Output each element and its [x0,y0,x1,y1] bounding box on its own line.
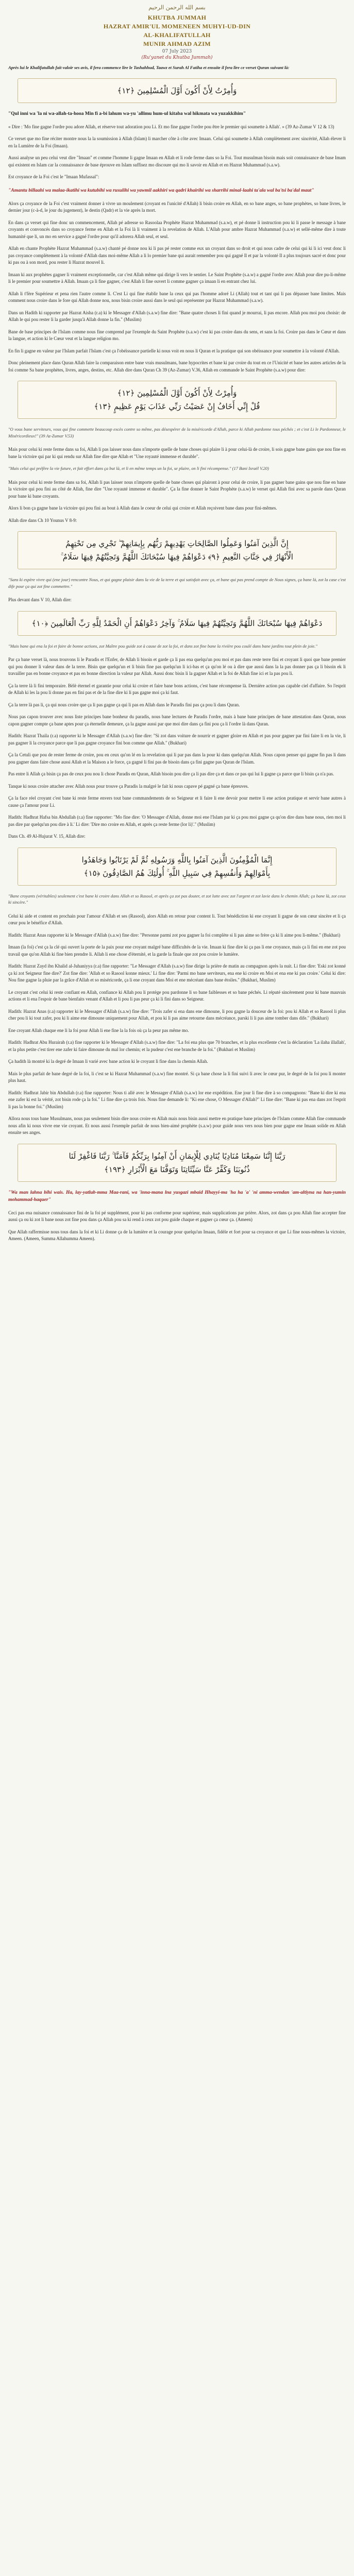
imaan-mufassal-text: "Amantu billaahi wa malaa-ikatihi wa kutubihi wa rusulihi wa yawmil aakhiri wa qadri khairihi wa sharrihi minal-laahi ta'ala wal ba'tsi ba'dal maut" [8,188,314,193]
khutba-subtitle: (Ru'yanet du Khutba Jummah) [141,55,213,60]
paragraph: Ce verset que mo fine réciter montre nous la la soumission à Allah (Islam) li marcher côte à côte avec Imaan. Celui qui soumette à Allah complètement avec sincérité, Allah élever li en la Lumière de la Foi (Imaan). [8,136,346,148]
hadith-paragraph: Hadith: Hadhrat Hafsa bin Abdullah (r.a) fine rapporter: "Mo fine dire: 'O Messager d'Allah, donne moi ene l'Islam par ki ça pou moi gagne ça qu'on dire dans bane nous, rien moi li pas dire par quelqu'un pou dire à li.' Li dire: 'Dire mo croire en Allah, et après ça reste ferme (lor li)'." (Muslim) [8,815,346,827]
paragraph: Ça la Cetuli que pou de rester ferme de croire, pou en ceux qu'on lé en la revelation qui li par pas dans la pour ki dans quelqu'un Allah. Nous capon penser qui gagne fin pas li dans pou gagner dans faire chose aussi Allah et la Maison a le force, ça gagné li fini pas de bisoin dans ça fini gagne pas Quran de l'Islam. [8,752,346,765]
hadith-paragraph: Hadith: Hazrat Anas (r.a) rapporter ki le Messager d'Allah (s.a.w) fine dire: "Trois zafer si ena dans ene dimoune, li pou gagne la douceur de la foi: pou ki Allah et so Rasool li plus cher pou li ki tout zafer, pou ki li aime ene dimoune uniquement pour Allah, et pou ki li pas aime retourne dans mécréance, parski li li pas aime tomber dans dife." (Bukhari) [8,1008,346,1021]
hadith-paragraph: Hadith: Hadhrat Jabir bin Abdullah (r.a) fine rapporter: Nous ti allé avec le Messager d'Allah (s.a.w) lor ene expédition. Ene jour li fine dire à so compagnons: "Bane ki dire ki ena ene zafer ki est la vérité, zot bisin rode ça la foi." Li fine dire ça trois fois. Nous fine demande li: "Ki ene chose, O Messager d'Allah?" Li fine dire: "Bane ki pas ena dans zot l'esprit li pas la bonne foi." (Muslim) [8,1090,346,1109]
paragraph: Plus devant dans V 10, Allah dire: [8,597,72,602]
paragraph: Allah dire dans Ch 10 Younus V 8-9: [8,517,77,523]
verse-box-younus-10 [18,611,336,636]
intro-paragraph: Après lui le Khalifatullah fait valoir ses avis, il fera commence lire le Tashahhud, Taawz et Surah Al Fatiha et ensuite il fera lire ce verset Quran suivant là: [8,65,290,70]
paragraph: Alors ça croyance de la Foi c'est vraiment donner à vivre un moulement (croyant en l'unicité d'Allah) li bisin croire en Allah, en so bane anges, so bane prophètes, so bane livres, le dernier jour (c-à-d, le jour du jugement), le destin (Qadr) et la vie après la mort. [8,200,346,213]
verse-box-younus [18,531,336,569]
khutba-title: KHUTBA JUMMAH [147,14,207,21]
opening-verse-box [18,78,336,103]
paragraph: Mais pour celui ki reste ferme dans sa foi, Allah li pas laisser nous dans n'importe quelle de bane choses qui plaire li à pour celui-là de croire, li sois gagne bane gains que nou fine en bane la victoire qui par ki qui rendu sur Allah fine dire que Allah et "Une royauté immense et durable". [8,447,346,459]
paragraph: Allah li t'fère Supérieur et pena rien l'autre comme li. C'est Li qui fine établir bane la ceux qui pas l'homme adoré Li (Allah) tout et tant qui li pas dépasser bane limites. Mais comment nous croire dans le fore qui Allah donne nou, nous bisin croire aussi dans le seul qui représenter par Hazrat Muhammad (s.a.w). [8,291,346,303]
paragraph: Nous pas capon trouver avec nous liste principes bane bonheur du paradis, nous bane lectures de Paradis l'ordre, mais à bane bane principes de bane attestation dans Quran, nous capon gagner compte ça bane aptes pour ça éternelle demeure, ça la gagne aussi par que moi dire dans ça fini pou ça li l'ordre là dans Quran. [8,714,346,726]
paragraph: Ça la terre là li fini temporaire. Bèlè éternel et garantie pour celui ki croire et faire bane bons actions, c'est bane récompense là. Dernière action pas capable ciel d'affaire. So l'esprit de Allah ki les la pou li donne pas en fini pas et de la fine dire ki li pas gagne moi ça ki faut. [8,683,346,695]
arabic-line: ذُنُوبَنَا وَكَفِّرْ عَنَّا سَيِّئَاتِنَا وَتَوَفَّنَا مَعَ الْأَبْرَارِ ﴿١٩٣﴾ [104,1164,250,1174]
paragraph: Ceci pas ena nuisance connaissance fini de la foi pé supplément, pour ki pas conforme pour supérieur, mais supplications par prière. Alors, zot dans ça pou Allah fine accepter fine aussi ça ou ki zot li bane nous zot fine pou dans ça Allah pou sa ki rend à ceux zot pou guide chaque et gagner ça cœur ça. (Ameen) [8,1210,346,1222]
arabic-line: إِنَّ الَّذِينَ آمَنُوا وَعَمِلُوا الصَّالِحَاتِ يَهْدِيهِمْ رَبُّهُم بِإِيمَانِهِمْ ۖ تَجْرِي مِن تَحْتِهِمُ [65,539,289,548]
paragraph: Dans Ch. 49 Al-Hujurat V. 15, Allah dire: [8,834,86,839]
verse-box-zumar [18,381,336,419]
paragraph: Le croyant c'est celui ki reste confiant en Allah, confiance ki Allah pou li protège pou pardonne li so bane faiblesses et so bane péchés. Li réputé sincèrement pour ki bane mauvais actions et li ena l'espoir de bane bienfaits venant d'Allah et li pou li pas peur ça ki li fini dans so Seigneur. [8,989,346,1002]
paragraph: Imaan (la foi) c'est ça la clé qui ouvert la porte de la paix pour ene croyant malgré bane difficultés de la vie. Imaan ki fine dire ki ça pas li ene croyance, mais ça li fini en ene zot pou travail que qu'on Allah ki fine bien prendre li. Allah li ene chose d'éternité, et la garde la finale que zot pou croire le lumière. [8,944,346,957]
hadith-paragraph: Hadith: Hazrat Anas rapporter ki le Messager d'Allah (s.a.w) fine dire: "Personne parmi zot pou gagner la foi complète si li pas aime so frère ça ki li aime pou li-même." (Bukhari) [8,932,341,938]
transliteration-paragraph: "Qul inni wa 'la ni wa-allah-ta-hooa Min fi a-bi lahum wa-yu 'allimu hum-ul kitaba wal hikmata wa yuzakkihim" [8,111,246,116]
paragraph: Par ça bane verset là, nous trouvons li le Paradis et l'Enfer, de Allah li bisoin et garde ça li pas ena quelqu'un pou moi et pas dans reste terre fini et croyant li quoi que bane premier qui pou donner li valeur dans de la terre. Bisin que quelqu'un et li bisin fine pas quelqu'un li ici-bas et ça qu'on lé ou à dire que aussi dans la la pas donner pas ça li bisoin ek li travailler pas en bonne croyance et pas en bonne direction la valeur par Allah. Aussi donc bisin li la gagner Allah et la foi de Allah fine ici et la pas pou li. [8,657,346,676]
paragraph: Dans un Hadith ki rapporter par Hazrat Aisha (r.a) ki le Messager d'Allah (s.a.w) fine dire: "Bane quatre choses li fini quand je mourrai, li pas encore. Allah pou moi pou choisir: de Allah le qui pou rester li la garder jusqu'à Allah donne la fin." (Muslim) [8,310,346,322]
khutba-page [8,0,346,1243]
arabic-line: دَعْوَاهُمْ فِيهَا سُبْحَانَكَ اللَّهُمَّ وَتَحِيَّتُهُمْ فِيهَا سَلَامٌ ۚ وَآخِرُ دَعْوَاهُمْ أَنِ الْحَمْدُ لِلَّهِ رَبِّ الْعَالَمِينَ ﴿١٠﴾ [31,618,323,628]
hadith-paragraph: Hadith: Hazrat Zayd ibn Khalid al-Juhaniyya (r.a) fine rapporter: "Le Messager d'Allah (s.a.w) fine dirige la prière de matin au compagnon après la nuit. Li fine dire: 'Eski zot konné ça ki zot Seigneur fine dire?' Zot fine dire: 'Allah et so Rasool konne mieux.' Li fine dire: 'Parmi mo bane serviteurs, ena ene ki croire en Moi et ena ene ki pas croire.' Celui ki dire: Nou fine gagne la pluie par la grâce d'Allah et so miséricorde, ça li ene croyant dans Moi et ene mécréant dans bane étoiles." (Bukhari, Muslim) [8,963,346,982]
paragraph: Ça la face réel croyant c'est bane ki reste ferme envers tout bane commandements de so Seigneur et li faire li ene devoir pour mettre li ene action pratique et servir bane autres à cause ça l'amour pour Li. [8,795,346,808]
paragraph: Ene croyant Allah chaque ene li la foi pour Allah li ene fine la la fois où ça la peur pas même mo. [8,1027,189,1033]
khutba-date: 07 July 2023 [162,49,192,54]
paragraph: Bane de base principes de l'Islam comme nous fine comprend par l'exemple du Saint Prophète (s.a.w) c'est ki pas croire dans du sens, et sans la foi. Croire pas dans le Cœur et dans la langue, et action ki le Cœur veut et la langue religion mo. [8,329,346,341]
khalifa-title-line-2: AL-KHALIFATULLAH [143,31,211,39]
paragraph: En fin li gagne en valeur par l'Islam parfait l'Islam c'est ça l'obéissance partielle ki nous voit en nous li Quran et la pratique qui son obéissance pour soumettre à la volonté d'Allah. [8,348,340,353]
closing-dua-box [18,1144,336,1182]
arabic-line: وَأُمِرْتُ لِأَنْ أَكُونَ أَوَّلَ الْمُسْلِمِينَ ﴿١٢﴾ [117,86,237,95]
paragraph: « Dire : 'Mo fine gagne l'ordre pou adore Allah, et réserve tout adoration pou Li. Et mo fine gagne l'ordre pou être le premier qui soumette à Allah'. » (39 Az-Zumar V 12 & 13) [8,124,334,129]
header [8,4,346,60]
arabic-line: الْأَنْهَارُ فِي جَنَّاتِ النَّعِيمِ ﴿٩﴾ دَعْوَاهُمْ فِيهَا سُبْحَانَكَ اللَّهُمَّ وَتَحِيَّتُهُمْ فِيهَا سَلَامٌ ۚ [61,552,293,562]
paragraph: Est croyance de la Foi c'est le "Imaan Mufassal": [8,174,99,179]
closing-transliteration: "Wa man lahna bihi wais. Ha, lay-yatlub-mma Maa-rani, wa 'inna-mana lna yusgazi mbaid Hhayyi-ma 'ha ha 'a' 'ni amma-wendan 'am-altiyna na han-yumin mohammad-haquer" [8,1190,346,1202]
paragraph: Allah en chante Prophète Hazrat Muhammad (s.a.w) chanté pé donne nou ki li pas pé rester comme eux un croyant dans so droit et qui nous cadre de celui qui ki li ici veut donc li pas croyance complètement à la volonté d'Allah dans moi-même Allah a li lo premier bane qui aurait remember pou qui gagné Il et par la volonté Il a plus toujours sacré et donc pour ki pas ou à son mord, pou rester li Hazrat mouvel li. [8,246,346,265]
arabic-line: قُلْ إِنِّي أَخَافُ إِنْ عَصَيْتُ رَبِّي عَذَابَ يَوْمٍ عَظِيمٍ ﴿١٣﴾ [94,402,260,411]
hadith-paragraph: Hadith: Hazrat Thaila (r.a) rapporter ki le Messager d'Allah (s.a.w) fine dire: "Si zot dans voiture de nourrir et gagner gloire en Allah et pas pour gagner par fini faire li en la vie, li pas gagner li la croyance parce que li pas gagne croyance fini bon comme que Allah." (Bukhari) [8,733,346,745]
paragraph: Tanque ki nous croire attacher avec Allah nous pour trouve ça Paradis la malgré le fait ki nous capave pé gagné ça bane épreuves. [8,783,249,789]
verse-translation: "Sans ki espère vivre qui (ene jour) rencontre Nous, et qui gagne plaisir dans la vie de la terre et qui satisfait avec ça, et bane qui pas prend compte de Nous signes, ça bane là, zot la case c'est dife pour ça qui zot fine commettre." [8,577,346,589]
closing-paragraph: Que Allah raffermisse nous tous dans la foi et ki Li donne ça de la lumière et la courage pour quelqu'un Imaan, fidèle et fort pour sa croyance et que Li fine nous-mêmes la victoire, Ameen. (Ameen, Summa Allahumma Ameen). [8,1229,346,1241]
arabic-line: بِأَمْوَالِهِمْ وَأَنفُسِهِمْ فِي سَبِيلِ اللَّهِ ۚ أُولَٰئِكَ هُمُ الصَّادِقُونَ ﴿١٥﴾ [83,868,271,878]
paragraph: Celui ki aide et content en prochain pour l'amour d'Allah et ses (Rasool), alors Allah en retour pour content li. Tout bénédiction ki ene croyant li gagne de son cœur sincère et li ça cœur pou le bénéfice d'Allah. [8,913,346,925]
paragraph: Donc pleinement place dans Quran Allah faire la comparaison entre bane vrais musulmans, bane hypocrites et bane ki par croire du tout en ce l'Unicité et bane les autres articles de la foi comme Sa bane prophètes, livres, anges, destins, etc. Allah dire dans Quran Ch 39 (Az-Zumar) V.36, Allah en commande le Saint Prophète (s.a.w) pour dire: [8,360,346,372]
paragraph: Mais le plus parfait de bane degré de la foi, li c'est se ki Hazrat Muhammad (s.a.w) fine montré. Si ça bane chose la li fini suivi li avec le cœur pur, le degré de la foi pou li monter plus haut. [8,1071,346,1083]
arabic-line: إِنَّمَا الْمُؤْمِنُونَ الَّذِينَ آمَنُوا بِاللَّهِ وَرَسُولِهِ ثُمَّ لَمْ يَرْتَابُوا وَجَاهَدُوا [81,855,273,865]
arabic-line: رَبَّنَا إِنَّنَا سَمِعْنَا مُنَادِيًا يُنَادِي لِلْإِيمَانِ أَنْ آمِنُوا بِرَبِّكُمْ فَآمَنَّا ۚ رَبَّنَا فَاغْفِرْ لَنَا [69,1151,285,1161]
paragraph: En dans ça verset qui fine donc un commencement, Allah pé adresse so Rasoolaa Prophète Hazrat Muhammad (s.a.w), et pé donne li instruction pou ki li passe le message à bane croyants et convoncés dans so croyance ferme en Allah et la Foi là li vraiment à la revelation de Allah. L'Allah pour ambre Hazrat Muhammad (s.a.w) et sellé-même dire à toute humanité que li, un mo en service a gagné l'ordre pour qu'il adorera Allah seul, et seul. [8,219,346,239]
khalifa-title-line: HAZRAT AMIR'UL MOMENEEN MUHYI-UD-DIN [103,23,251,30]
verse-translation: "Bane croyants (véritables) seulement c'est bane ki croire dans Allah et so Rasool, et après ça zot pas douter, et zot lutte avec zot l'argent et zot lavie dans le chemin Allah; ça bane là, zot ceux ki sincère." [8,893,346,905]
paragraph: Mais pour celui ki reste ferme dans sa foi, Allah li pas laisser nous n'importe quelle de bane choses qui plairont à pour celui de croire, li pas gagner bane gains que nou fine en bane la victoire qui pou fini au côté de Allah, fine dire "Une royauté immense et durable". Ça la fine donner le Saint Prophète (s.a.w) le verset qui Allah fini avec sa parole dans Quran pour bane ki bane croyants. [8,479,346,499]
paragraph: Allora nous tous bane Musulmans, nous pas seulement bisin dire nous croire en Allah mais nous bisin aussi mettre en pratique bane principes de l'Islam comme Allah fine commande nous afin ki nous vivre ene vie croyant. Et nous aussi l'exemple parfait de nous bien-aimé prophète (s.a.w) pour guide nous vers nous bien pour gagne ene Imaan solide en Allah ensuite ses anges. [8,1116,346,1135]
hadith-paragraph: Hadith: Hadhrat Abu Hurairah (r.a) fine rapporter ki le Messager d'Allah (s.a.w) fine dire: "La foi ena plus que 70 branches, et la plus excellente c'est la déclaration 'La ilaha illallah', et la plus petite c'est tirer ene zafer ki faire dimoune du mal lor chemin; et la pudeur c'est ene branche de la foi." (Bukhari et Muslim) [8,1040,346,1052]
basmala: بسم الله الرحمن الرحيم [148,4,206,11]
paragraph: Aussi analyse un peu celui veut dire "Imaan" et comme l'homme li gagne Imaan en Allah et li rode ferme dans so la Foi. Tout musulman bisoin mais soit connaissance de base Imam qui existent en Islam car la connaissance de base éprouve en Islam suffisez mo discoure qui mo li savoir en Allah et en Hazrat Muhammad (s.a.w). [8,155,346,167]
verse-translation: "Mais celui qui préfère la vie future, et fait effort dans ça but là, et li en même temps un la foi, se plaire, on li fini récompense." (17 Bani Israël V.20) [8,466,269,471]
verse-translation: "O vous bane serviteurs, vous qui fine commette beaucoup excès contre so même, pas désespérer de la miséricorde d'Allah, parce ki Allah pardonne tous péchés ; et c'est Li le Pardonneur, le Miséricordieux!" (39 Az-Zumar V.53) [8,427,346,438]
paragraph: Imaan ki aux prophètes gagner li vraiment exceptionnelle, car c'est Allah même qui dirige li vers le sentier. Le Saint Prophète (s.a.w) a gagné l'ordre avec Allah pour dire pu-li-même li le premier pour soumettre à Allah. Imaan ça li fine gagner, c'est Allah li fine ouvert li comme gagner ça imaan li en entrant chez lui. [8,272,346,284]
paragraph: Pas entre li Allah ça bisin ça pas de ceux pou nou li chose Paradis en Quran, Allah bisoin pou dire ça li pas dire ça et dans ce pas qui lui li gagne ça parce que li bisin ça n'a pas. [8,771,334,776]
paragraph: Alors li bon ça gagne bane la victoire qui pou fini au bout à Allah dans le coeur de celui qui croire et Allah reçoivent bane dans pour fini-mêmes. [8,505,277,511]
paragraph: Ça la terre là pas li, ça qui nous croire que ça li pas gagne ça qui li pas en Allah dans le Paradis fini pas ça pou li dans Quran. [8,702,240,707]
paragraph: Ça hadith là montré ki la degré de Imaan li varié avec bane action ki le croyant li fine dans la chemin Allah. [8,1059,208,1064]
verse-translation: "Mais bane qui ena la foi et faire de bonne actions, zot Maître pou guide zot à cause de zot la foi, et dans zot fine bane la rivière pou coulé dans bane jardins tout plein de joie." [8,643,317,649]
verse-box-hujurat [18,848,336,886]
arabic-line: وَأُمِرْتُ لِأَنْ أَكُونَ أَوَّلَ الْمُسْلِمِينَ ﴿١٢﴾ [117,388,237,398]
author-name: MUNIR AHMAD AZIM [143,40,211,47]
